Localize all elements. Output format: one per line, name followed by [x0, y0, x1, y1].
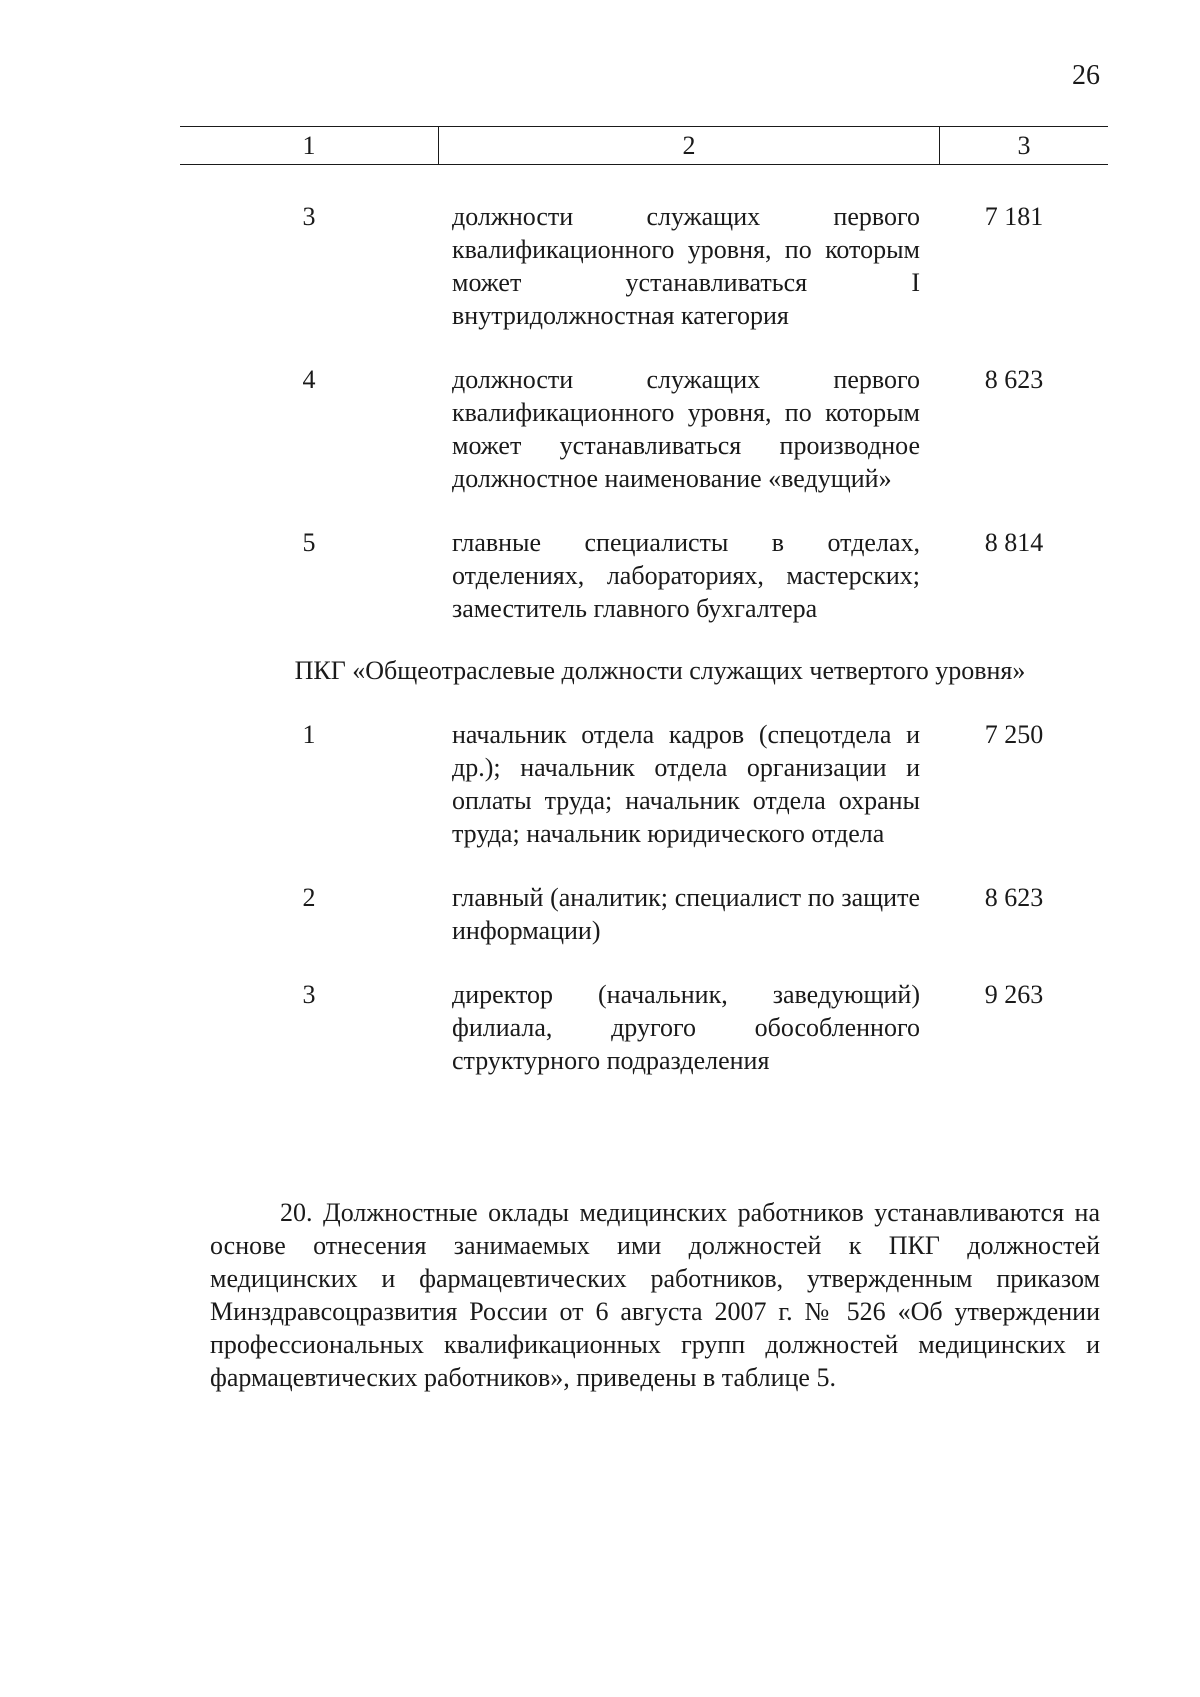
row-salary: 8 814 [984, 528, 1044, 557]
table-row [180, 526, 1108, 625]
table-row [180, 978, 1108, 1077]
row-description: директор (начальник, заведующий) филиала, другого обособленного структурного подразделения [452, 980, 920, 1075]
row-salary: 8 623 [984, 365, 1044, 394]
table-body [180, 200, 1108, 1108]
table-row [180, 200, 1108, 332]
row-description: главные специалисты в отделах, отделениях, лабораториях, мастерских; заместитель главного бухгалтера [452, 528, 920, 623]
table-header [180, 126, 1108, 165]
row-salary: 7 250 [984, 720, 1044, 749]
table-row [180, 718, 1108, 850]
row-description: должности служащих первого квалификационного уровня, по которым может устанавливаться I внутридолжностная категория [452, 202, 920, 330]
row-number: 3 [302, 202, 316, 231]
row-number: 5 [302, 528, 316, 557]
body-paragraph: 20. Должностные оклады медицинских работников устанавливаются на основе отнесения занимаемых ими должностей к ПКГ должностей медицинских и фармацевтических работников, утвержденным приказом Минздравсоцразвития России от 6 августа 2007 г. № 526 «Об утверждении профессиональных квалификационных групп должностей медицинских и фармацевтических работников», приведены в таблице 5. [210, 1198, 1100, 1392]
row-number: 2 [302, 883, 316, 912]
row-number: 3 [302, 980, 316, 1009]
row-salary: 7 181 [984, 202, 1044, 231]
table-row [180, 363, 1108, 495]
row-number: 4 [302, 365, 316, 394]
group-title: ПКГ «Общеотраслевые должности служащих четвертого уровня» [294, 656, 1026, 685]
row-description: начальник отдела кадров (спецотдела и др.); начальник отдела организации и оплаты труда; начальник отдела охраны труда; начальник юридического отдела [452, 720, 920, 848]
row-salary: 8 623 [984, 883, 1044, 912]
row-description: главный (аналитик; специалист по защите информации) [452, 883, 920, 945]
row-number: 1 [302, 720, 316, 749]
row-description: должности служащих первого квалификационного уровня, по которым может устанавливаться производное должностное наименование «ведущий» [452, 365, 920, 493]
row-salary: 9 263 [984, 980, 1044, 1009]
table-row [180, 881, 1108, 947]
page-number: 26 [1072, 60, 1100, 91]
header-col-3: 3 [1017, 130, 1031, 160]
header-col-1: 1 [302, 130, 316, 160]
header-col-2: 2 [438, 127, 940, 164]
